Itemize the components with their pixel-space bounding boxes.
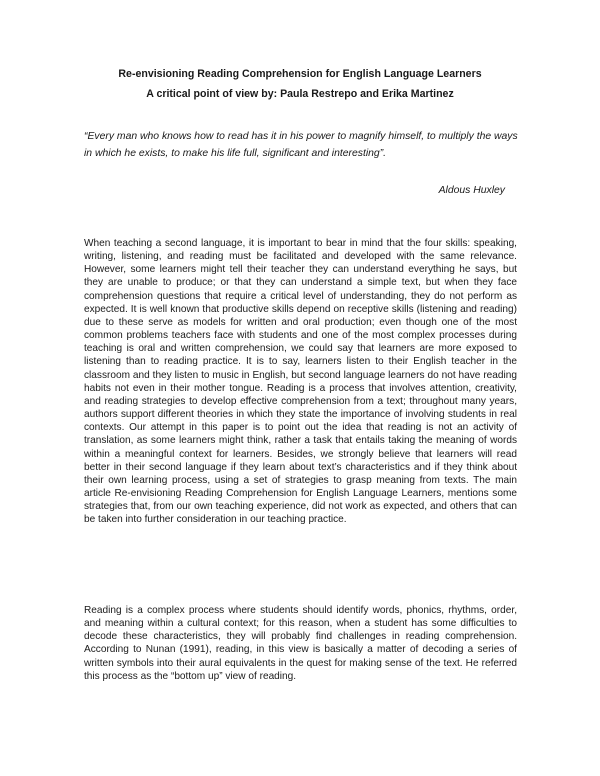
epigraph-author: Aldous Huxley [438, 185, 505, 196]
body-paragraph-2: Reading is a complex process where students should identify words, phonics, rhythms, order, and meaning within a cultural context; for this reason, when a student has some difficulties to decode these characteristics, they will probably find challenges in reading comprehension. According to Nunan (1991), reading, in this view is basically a matter of decoding a series of written symbols into their aural equivalents in the quest for making sense of the text. He referred this process as the “bottom up” view of reading. [84, 605, 517, 682]
body-paragraph-1: When teaching a second language, it is important to bear in mind that the four skills: speaking, writing, listening, and reading must be facilitated and developed with the same relevance. However, some learners might tell their teacher they can understand everything he says, but they are unable to produce; or that they can understand a simple text, but when they face comprehension questions that require a critical level of understanding, they do not perform as expected. It is well known that productive skills depend on receptive skills (listening and reading) due to these serve as models for written and oral production; even though one of the most common problems teachers face with students and one of the most complex processes during teaching is oral and written comprehension, we could say that learners are more exposed to listening than to reading practice. It is to say, learners listen to their English teacher in the classroom and they listen to music in English, but second language learners do not have reading habits not even in their mother tongue. Reading is a process that involves attention, creativity, and reading strategies to develop effective comprehension from a text; throughout many years, authors support different theories in which they state the importance of involving students in real contexts. Our attempt in this paper is to point out the idea that reading is not an activity of translation, as some learners might think, rather a task that entails taking the meaning of words within a meaningful context for learners. Besides, we strongly believe that learners will read better in their second language if they learn about text’s characteristics and if they think about their own learning process, using a set of strategies to grasp meaning from texts. The main article Re-envisioning Reading Comprehension for English Language Learners, mentions some strategies that, from our own teaching experience, did not work as expected, and others that can be taken into further consideration in our teaching practice. [84, 238, 517, 526]
document-title: Re-envisioning Reading Comprehension for English Language Learners [118, 68, 482, 80]
epigraph-quote: “Every man who knows how to read has it in his power to magnify himself, to multiply the ways in which he exists, to make his life full, significant and interesting”. [84, 131, 518, 159]
document-subtitle-authors: A critical point of view by: Paula Restrepo and Erika Martinez [146, 88, 454, 100]
